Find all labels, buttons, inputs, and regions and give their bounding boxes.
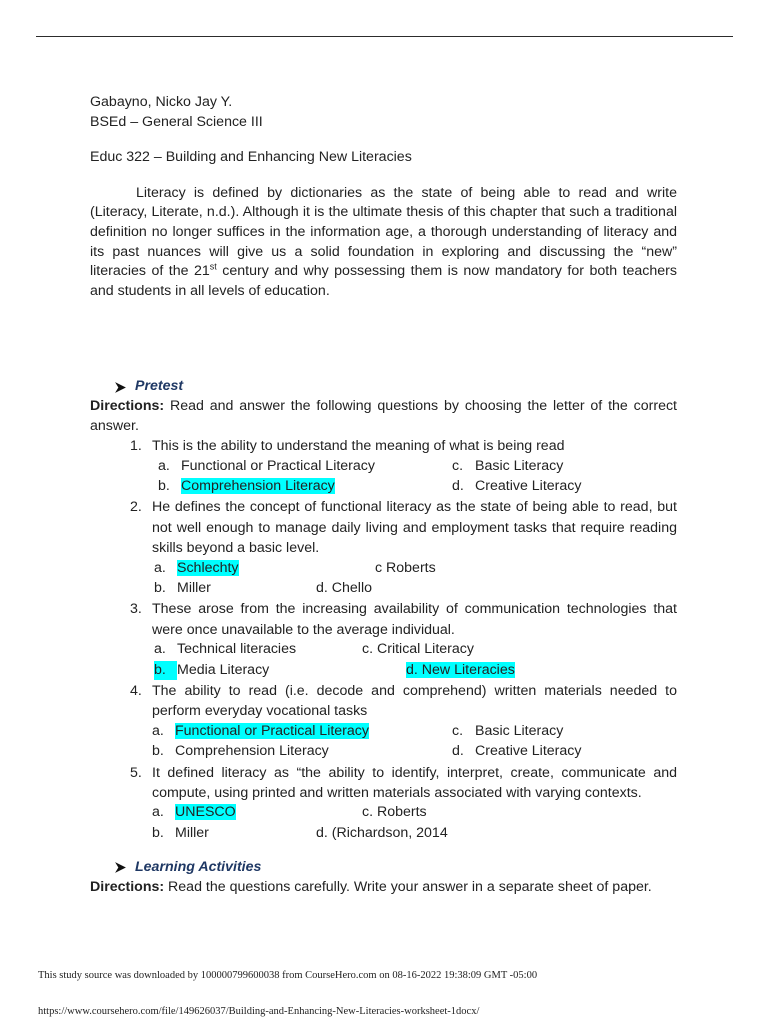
student-name: Gabayno, Nicko Jay Y. bbox=[90, 94, 233, 110]
question-text: It defined literacy as “the ability to identify, interpret, create, communicate and compute, using printed and written materials associated with varying contexts. bbox=[152, 764, 677, 801]
answer-option: c Roberts bbox=[375, 559, 436, 576]
intro-text-2: century and why possessing them is now mandatory for both teachers and students in all levels of education. bbox=[90, 263, 677, 299]
answer-option: d. Chello bbox=[316, 579, 372, 596]
question bbox=[130, 681, 677, 722]
pretest-title: Pretest bbox=[135, 378, 184, 395]
option-row bbox=[90, 742, 677, 762]
highlighted-answer: Schlechty bbox=[177, 559, 239, 576]
question bbox=[130, 497, 677, 558]
question bbox=[130, 436, 677, 456]
highlighted-answer: d. New Literacies bbox=[406, 661, 515, 678]
answer-option: c. Critical Literacy bbox=[362, 641, 474, 658]
answer-option: a. Technical literacies bbox=[154, 641, 297, 658]
answer-option: a. Functional or Practical Literacy bbox=[158, 457, 375, 474]
pretest-directions bbox=[90, 397, 677, 436]
option-row bbox=[90, 640, 677, 660]
intro-text-1: Literacy is defined by dictionaries as the state of being able to read and write (Literacy, Literate, n.d.). Although it is the ultimate thesis of this chapter that such a traditional definition no longer suffices in the information age, a thorough understanding of literacy and its past nuances will give us a solid foundation in exploring and discussing the “new” literacies of the 21 bbox=[90, 184, 677, 280]
answer-option: c. Roberts bbox=[362, 804, 427, 821]
answer-option: b. Comprehension Literacy bbox=[152, 743, 329, 760]
question-text: The ability to read (i.e. decode and comprehend) written materials needed to perform everyday vocational tasks bbox=[152, 682, 677, 720]
learning-activities-title: Learning Activities bbox=[135, 859, 262, 876]
answer-option: a. UNESCO bbox=[152, 804, 236, 821]
question-text: This is the ability to understand the meaning of what is being read bbox=[152, 438, 565, 455]
learning-activities-heading bbox=[90, 858, 677, 878]
question-number: 3. bbox=[130, 601, 142, 618]
answer-option: a. Functional or Practical Literacy bbox=[152, 722, 369, 739]
document-body bbox=[90, 93, 677, 897]
answer-option: c. Basic Literacy bbox=[452, 457, 564, 474]
top-rule bbox=[36, 36, 733, 37]
student-program: BSEd – General Science III bbox=[90, 113, 263, 130]
learning-activities-directions bbox=[90, 878, 677, 898]
option-row bbox=[90, 824, 677, 844]
question-number: 2. bbox=[130, 499, 142, 516]
question bbox=[130, 599, 677, 640]
question bbox=[130, 763, 677, 804]
question-text: He defines the concept of functional literacy as the state of being able to read, but not well enough to manage daily living and employment tasks that require reading skills beyond a basic level. bbox=[152, 499, 677, 557]
answer-option: d. Creative Literacy bbox=[452, 743, 582, 760]
option-row bbox=[90, 477, 677, 497]
arrow-bullet-icon bbox=[114, 381, 127, 394]
directions-text: Read the questions carefully. Write your answer in a separate sheet of paper. bbox=[164, 878, 652, 895]
directions-text: Read and answer the following questions by choosing the letter of the correct answer. bbox=[90, 397, 677, 434]
directions-label: Directions: bbox=[90, 397, 165, 414]
course-title: Educ 322 – Building and Enhancing New Literacies bbox=[90, 149, 412, 166]
answer-option: c. Basic Literacy bbox=[452, 722, 564, 739]
intro-paragraph bbox=[90, 184, 677, 302]
arrow-bullet-icon bbox=[114, 861, 127, 874]
question-number: 1. bbox=[130, 438, 142, 455]
intro-superscript: st bbox=[209, 261, 217, 272]
answer-option: d. (Richardson, 2014 bbox=[316, 824, 448, 841]
question-text: These arose from the increasing availability of communication technologies that were once unavailable to the average individual. bbox=[152, 601, 677, 638]
answer-option: d. Creative Literacy bbox=[452, 477, 582, 494]
option-row bbox=[90, 559, 677, 579]
question-list bbox=[90, 436, 677, 844]
option-row bbox=[90, 722, 677, 742]
source-url-link[interactable]: https://www.coursehero.com/file/149626037/Building-and-Enhancing-New-Literacies-worksheet-1docx/ bbox=[38, 1006, 480, 1017]
option-row bbox=[90, 661, 677, 681]
highlighted-answer: UNESCO bbox=[175, 804, 236, 821]
question-number: 5. bbox=[130, 764, 142, 781]
question-number: 4. bbox=[130, 682, 142, 699]
option-row bbox=[90, 457, 677, 477]
download-note: This study source was downloaded by 100000799600038 from CourseHero.com on 08-16-2022 19:38:09 GMT -05:00 bbox=[38, 970, 538, 981]
option-row bbox=[90, 579, 677, 599]
option-row bbox=[90, 803, 677, 823]
answer-option: b. Media Literacy bbox=[154, 661, 269, 681]
answer-option: b. Comprehension Literacy bbox=[158, 477, 335, 494]
pretest-heading bbox=[90, 377, 677, 397]
answer-option: a. Schlechty bbox=[154, 559, 239, 576]
answer-option: b. Miller bbox=[154, 579, 211, 596]
highlighted-answer: Comprehension Literacy bbox=[181, 477, 335, 494]
answer-option: b. Miller bbox=[152, 824, 209, 841]
directions-label: Directions: bbox=[90, 878, 165, 895]
answer-option bbox=[406, 661, 515, 681]
highlighted-answer: Functional or Practical Literacy bbox=[175, 722, 369, 739]
